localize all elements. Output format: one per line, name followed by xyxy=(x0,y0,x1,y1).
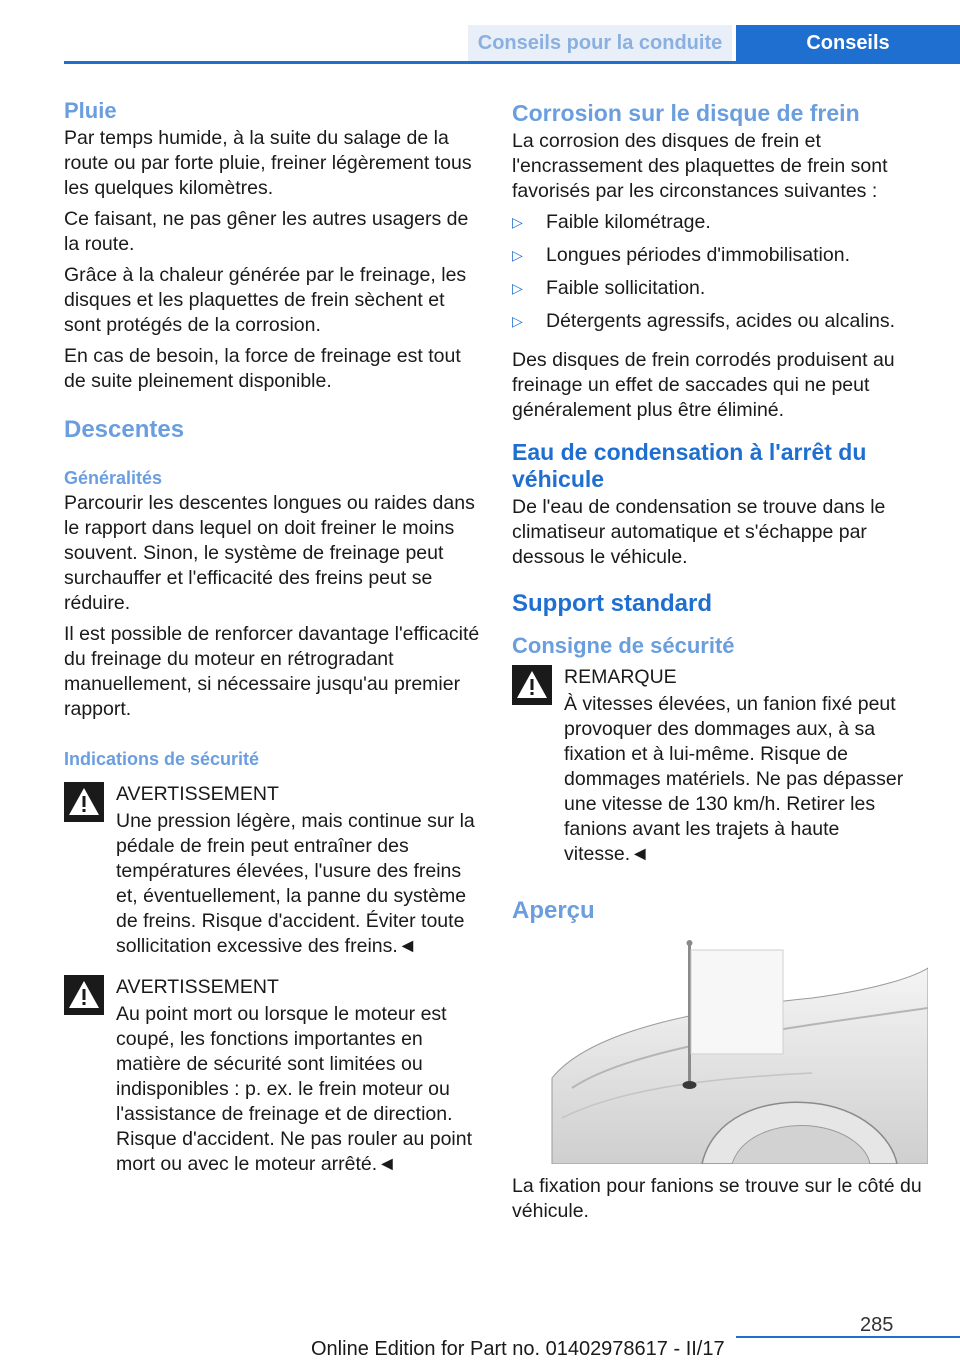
warning-text xyxy=(64,809,480,959)
triangle-bullet-icon: ▷ xyxy=(512,280,523,296)
paragraph: Il est possible de renforcer davantage l'efficacité du freinage du moteur en rétrogradant manuellement, si nécessaire jusqu'au premier rapport. xyxy=(64,623,480,720)
page-header xyxy=(0,0,960,64)
right-column xyxy=(512,100,928,1230)
paragraph: En cas de besoin, la force de freinage est tout de suite pleinement disponible. xyxy=(64,345,461,392)
note-block xyxy=(512,665,928,867)
conditions-list xyxy=(512,210,928,342)
paragraph: Grâce à la chaleur générée par le freinage, les disques et les plaquettes de frein sèchent et sont protégés de la corrosion. xyxy=(64,264,467,336)
car-fender-flag-image xyxy=(512,938,928,1164)
note-body: À vitesses élevées, un fanion fixé peut provoquer des dommages aux, à sa fixation et à lui-même. Risque de dommages matériels. Ne pas dépasser une vitesse de 130 km/h. Retirer les fanions avant les trajets à haute vitesse.◄ xyxy=(564,693,904,865)
list-item-text: Longues périodes d'immobilisation. xyxy=(546,244,850,266)
warning-label: AVERTISSEMENT xyxy=(116,976,279,998)
edition-text: Online Edition for Part no. 01402978617 - II/17 xyxy=(311,1338,725,1360)
triangle-bullet-icon: ▷ xyxy=(512,247,523,263)
list-item xyxy=(512,309,928,342)
warning-label: AVERTISSEMENT xyxy=(116,783,279,805)
header-rule xyxy=(64,61,960,64)
list-item xyxy=(512,243,928,276)
page-number: 285 xyxy=(860,1314,894,1336)
heading-indications: Indications de sécurité xyxy=(64,749,260,769)
warning-triangle-icon xyxy=(512,665,552,705)
illustration-caption: La fixation pour fanions se trouve sur le côté du véhicule. xyxy=(512,1175,922,1222)
warning-body: Une pression légère, mais continue sur la pédale de frein peut entraîner des températures élevées, l'usure des freins et, éventuellement, la panne du système de freins. Risque d'accident. Éviter toute sollicitation excessive des freins.◄ xyxy=(116,810,475,957)
heading-support: Support standard xyxy=(512,590,713,617)
footer-rule xyxy=(736,1336,960,1338)
list-item-text: Faible kilométrage. xyxy=(546,211,711,233)
note-label: REMARQUE xyxy=(564,666,677,688)
heading-descentes: Descentes xyxy=(64,416,185,443)
warning-block xyxy=(64,975,480,1177)
warning-block xyxy=(64,782,480,959)
triangle-bullet-icon: ▷ xyxy=(512,214,523,230)
paragraph: Par temps humide, à la suite du salage de la route ou par forte pluie, freiner légèrement tous les quelques kilomètres. xyxy=(64,127,472,199)
list-item xyxy=(512,276,928,309)
paragraph: Des disques de frein corrodés produisent au freinage un effet de saccades qui ne peut généralement plus être éliminé. xyxy=(512,349,895,421)
left-column xyxy=(64,100,480,1177)
triangle-bullet-icon: ▷ xyxy=(512,313,523,329)
list-item-text: Détergents agressifs, acides ou alcalins. xyxy=(546,310,896,332)
heading-corrosion: Corrosion sur le disque de frein xyxy=(512,100,860,126)
warning-triangle-icon xyxy=(64,782,104,822)
warning-text xyxy=(64,1002,480,1177)
heading-condensation: Eau de condensation à l'arrêt du véhicule xyxy=(512,439,867,492)
note-text xyxy=(512,692,928,867)
paragraph: La corrosion des disques de frein et l'encrassement des plaquettes de frein sont favorisés par les circonstances suivantes : xyxy=(512,130,888,202)
chapter-tab: Conseils xyxy=(736,25,960,61)
paragraph: Ce faisant, ne pas gêner les autres usagers de la route. xyxy=(64,208,469,255)
section-tab: Conseils pour la conduite xyxy=(468,25,732,61)
heading-apercu: Aperçu xyxy=(512,897,595,924)
list-item-text: Faible sollicitation. xyxy=(546,277,706,299)
heading-consigne: Consigne de sécurité xyxy=(512,633,735,658)
flag-mount-illustration xyxy=(512,938,928,1164)
heading-pluie: Pluie xyxy=(64,98,117,123)
warning-triangle-icon xyxy=(64,975,104,1015)
warning-body: Au point mort ou lorsque le moteur est coupé, les fonctions importantes en matière de sécurité sont limitées ou indisponibles : p. ex. le frein moteur ou l'assistance de freinage et de direction. Risque d'accident. Ne pas rouler au point mort ou avec le moteur arrêté.◄ xyxy=(116,1003,473,1175)
paragraph: De l'eau de condensation se trouve dans le climatiseur automatique et s'échappe par dessous le véhicule. xyxy=(512,496,886,568)
paragraph: Parcourir les descentes longues ou raides dans le rapport dans lequel on doit freiner le moins souvent. Sinon, le système de freinage peut surchauffer et l'efficacité des freins peut se réduire. xyxy=(64,492,475,614)
list-item xyxy=(512,210,928,243)
heading-generalites: Généralités xyxy=(64,468,163,488)
